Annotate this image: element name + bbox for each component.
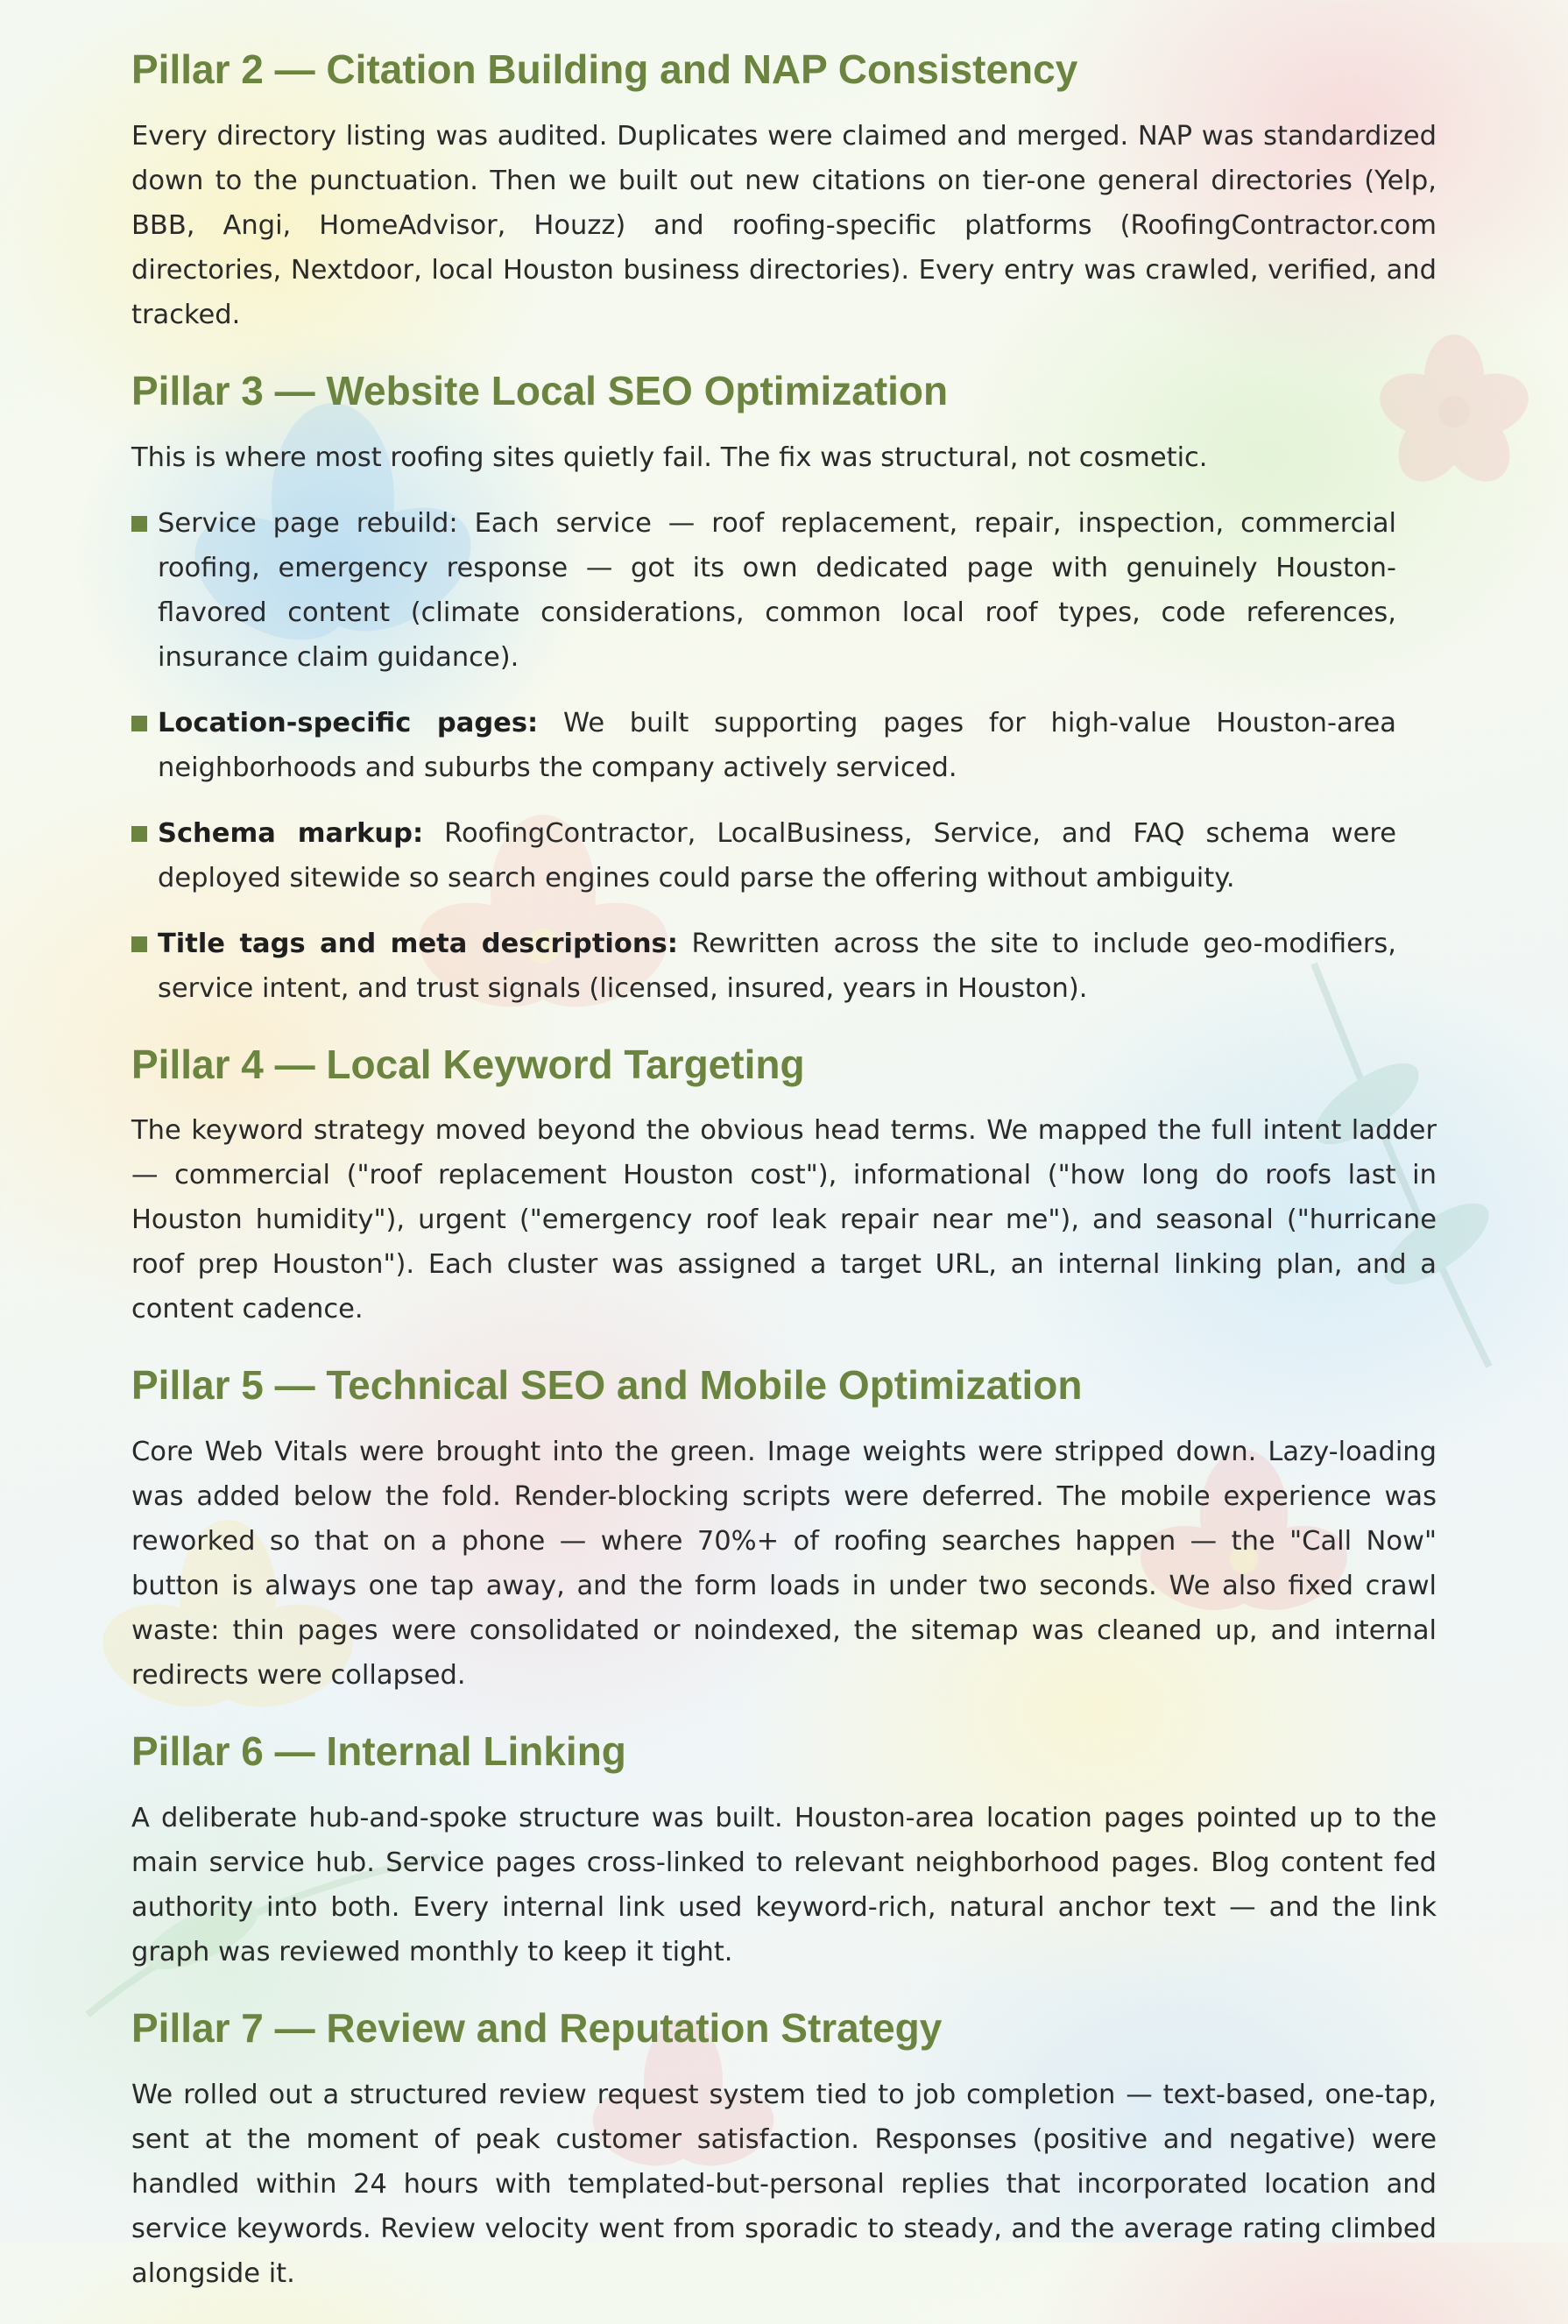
list-item (131, 501, 1396, 680)
bullet-list (131, 501, 1437, 1011)
section-paragraph: The keyword strategy moved beyond the obvious head terms. We mapped the full intent ladder — commercial ("roof replacement Houston cost"), informational ("how long do roofs last in Houston humidity"), urgent ("emergency roof leak repair near me"), and seasonal ("hurricane roof prep Houston"). Each cluster was assigned a target URL, an internal linking plan, and a content cadence. (131, 1115, 1437, 1325)
section-pillar-3 (131, 365, 1437, 1011)
list-item-text: RoofingContractor, LocalBusiness, Service, and FAQ schema were deployed sitewide so search engines could parse the offering without ambiguity. (158, 817, 1396, 894)
square-bullet-icon (131, 516, 147, 532)
square-bullet-icon (131, 826, 147, 842)
list-item-text: Service page rebuild: Each service — roof replacement, repair, inspection, commercial roofing, emergency response — got its own dedicated page with genuinely Houston-flavored content (climate considerations, common local roof types, code references, insurance claim guidance). (158, 507, 1396, 673)
section-paragraph: This is where most roofing sites quietly fail. The fix was structural, not cosmetic. (131, 441, 1208, 473)
list-item-label: Title tags and meta descriptions: (158, 928, 678, 959)
square-bullet-icon (131, 716, 147, 731)
section-pillar-2 (131, 44, 1437, 337)
section-heading: Pillar 4 — Local Keyword Targeting (131, 1041, 805, 1087)
section-pillar-4 (131, 1039, 1437, 1332)
section-paragraph: Core Web Vitals were brought into the green. Image weights were stripped down. Lazy-loading was added below the fold. Render-blocking scripts were deferred. The mobile experience was reworked so that on a phone — where 70%+ of roofing searches happen — the "Call Now" button is always one tap away, and the form loads in under two seconds. We also fixed crawl waste: thin pages were consolidated or noindexed, the sitemap was cleaned up, and internal redirects were collapsed. (131, 1437, 1437, 1692)
list-item-label: Schema markup: (158, 817, 424, 849)
square-bullet-icon (131, 936, 147, 952)
section-heading: Pillar 2 — Citation Building and NAP Consistency (131, 46, 1078, 92)
section-heading: Pillar 3 — Website Local SEO Optimization (131, 367, 949, 413)
list-item-text: We built supporting pages for high-value Houston-area neighborhoods and suburbs the company actively serviced. (158, 707, 1396, 783)
section-pillar-7 (131, 2003, 1437, 2296)
list-item-label: Location-specific pages: (158, 707, 539, 738)
section-heading: Pillar 5 — Technical SEO and Mobile Optimization (131, 1362, 1083, 1409)
section-paragraph: Every directory listing was audited. Duplicates were claimed and merged. NAP was standardized down to the punctuation. Then we built out new citations on tier-one general directories (Yelp, BBB, Angi, HomeAdvisor, Houzz) and roofing-specific platforms (RoofingContractor.com directories, Nextdoor, local Houston business directories). Every entry was crawled, verified, and tracked. (131, 120, 1437, 330)
section-paragraph: A deliberate hub-and-spoke structure was built. Houston-area location pages pointed up to the main service hub. Service pages cross-linked to relevant neighborhood pages. Blog content fed authority into both. Every internal link used keyword-rich, natural anchor text — and the link graph was reviewed monthly to keep it tight. (131, 1802, 1437, 1967)
section-heading: Pillar 7 — Review and Reputation Strategy (131, 2004, 943, 2051)
section-paragraph: We rolled out a structured review request system tied to job completion — text-based, one-tap, sent at the moment of peak customer satisfaction. Responses (positive and negative) were handled within 24 hours with templated-but-personal replies that incorporated location and service keywords. Review velocity went from sporadic to steady, and the average rating climbed alongside it. (131, 2079, 1437, 2289)
section-heading: Pillar 6 — Internal Linking (131, 1728, 626, 1775)
list-item (131, 811, 1396, 901)
section-pillar-5 (131, 1360, 1437, 1698)
list-item-text: Rewritten across the site to include geo-modifiers, service intent, and trust signals (licensed, insured, years in Houston). (158, 928, 1396, 1004)
list-item (131, 701, 1396, 790)
document-page (131, 44, 1437, 2324)
list-item (131, 922, 1396, 1011)
section-pillar-6 (131, 1726, 1437, 1974)
